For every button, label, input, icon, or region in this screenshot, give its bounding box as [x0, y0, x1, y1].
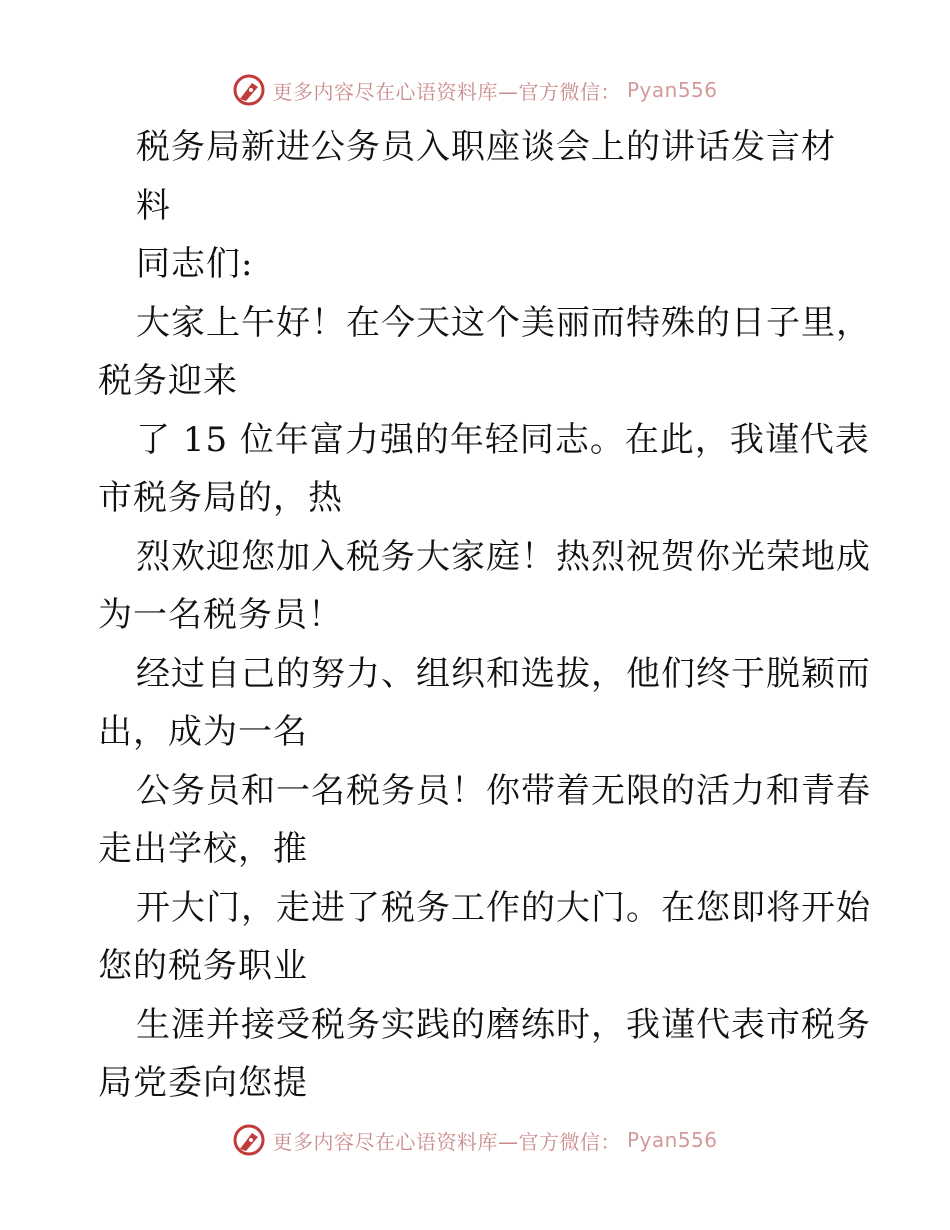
paragraph-line: 公务员和一名税务员！你带着无限的活力和青春: [136, 770, 871, 811]
footer-watermark: [0, 1118, 950, 1162]
paragraph-line: 开大门，走进了税务工作的大门。在您即将开始: [136, 887, 871, 928]
paragraph-line: 走出学校，推: [98, 829, 308, 869]
watermark-text: 更多内容尽在心语资料库—官方微信：: [272, 1129, 621, 1154]
watermark-text: 更多内容尽在心语资料库—官方微信：: [272, 79, 621, 104]
paragraph-line: 税务迎来: [98, 361, 238, 401]
watermark-wechat-id: Pyan556: [626, 1128, 718, 1152]
paragraph-line: 了 15 位年富力强的年轻同志。在此，我谨代表: [136, 419, 870, 460]
document-body: [98, 118, 871, 1113]
pen-nib-icon: [232, 73, 266, 107]
paragraph-line: 经过自己的努力、组织和选拔，他们终于脱颖而: [136, 653, 871, 694]
title-line-2: 料: [136, 185, 171, 226]
paragraph-line: 出，成为一名: [98, 712, 308, 752]
paragraph-line: 生涯并接受税务实践的磨练时，我谨代表市税务: [136, 1004, 871, 1045]
salutation: 同志们:: [136, 244, 254, 284]
paragraph-line: 局党委向您提: [98, 1063, 308, 1103]
header-watermark: [0, 68, 950, 112]
pen-nib-icon: [232, 1123, 266, 1157]
paragraph-line: 您的税务职业: [98, 946, 308, 986]
paragraph-line: 市税务局的，热: [98, 478, 343, 518]
paragraph-line: 烈欢迎您加入税务大家庭！热烈祝贺你光荣地成: [136, 536, 871, 577]
title-line-1: 税务局新进公务员入职座谈会上的讲话发言材: [136, 127, 836, 167]
paragraph-line: 为一名税务员！: [98, 595, 343, 635]
paragraph-line: 大家上午好！在今天这个美丽而特殊的日子里，: [136, 302, 871, 343]
watermark-wechat-id: Pyan556: [626, 78, 718, 102]
